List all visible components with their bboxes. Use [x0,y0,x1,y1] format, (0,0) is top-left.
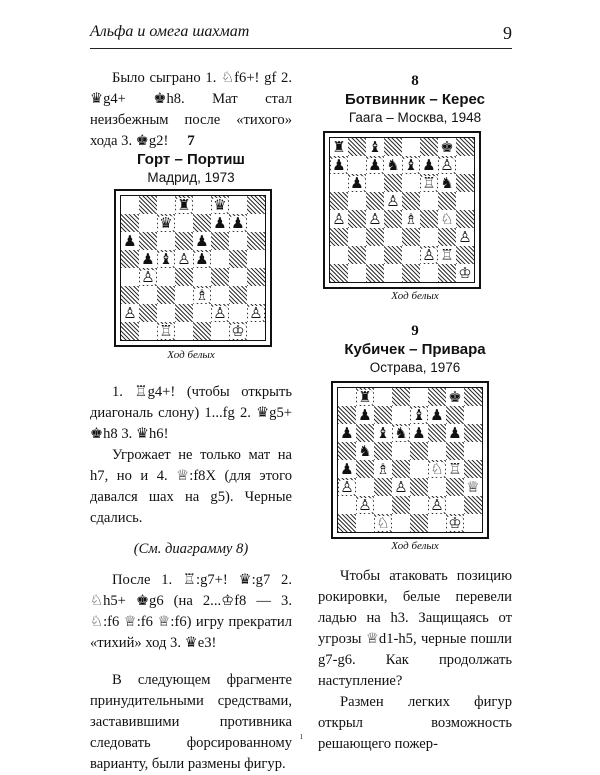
board-square [428,424,446,442]
board-square [464,442,482,460]
diagram9-caption: Ход белых [391,540,439,552]
chess-piece: ♟ [231,213,245,232]
board-square [193,214,211,232]
board-square [247,232,265,250]
diagram8-caption-wrap [318,289,512,303]
chess-piece: ♛ [159,213,173,232]
chess-piece: ♟ [340,423,354,442]
board-square [464,406,482,424]
board-square [330,174,348,192]
chess-piece: ♖ [422,173,436,192]
chess-piece: ♗ [404,209,418,228]
intro-paragraph: Было сыграно 1. ♘f6+! gf 2. ♛g4+ ♚h8. Мат стал неизбежным после «тихого» хода 3. ♚g2! [90,70,292,149]
board-square [157,304,175,322]
chess-piece: ♞ [440,173,454,192]
chess-piece: ♘ [440,209,454,228]
board-square [139,232,157,250]
board-square [330,264,348,282]
board-square [402,138,420,156]
board-square [139,304,157,322]
board-square [348,210,366,228]
diagram7-place: Мадрид, 1973 [147,170,235,185]
board-square [193,322,211,340]
diagram7-number: 7 [187,133,195,149]
board-square [139,214,157,232]
chess-piece: ♝ [159,249,173,268]
board-square [157,232,175,250]
chess-piece: ♝ [368,137,382,156]
chess-piece: ♟ [448,423,462,442]
chess-piece: ♕ [466,477,480,496]
chess-piece: ♙ [340,477,354,496]
chess-piece: ♖ [448,459,462,478]
book-title: Альфа и омега шахмат [90,23,250,40]
chess-piece: ♞ [394,423,408,442]
chess-piece: ♟ [123,231,137,250]
chess-piece: ♖ [440,245,454,264]
board-square [392,514,410,532]
board-square [356,460,374,478]
diagram9-place: Острава, 1976 [369,360,461,375]
board-square [392,388,410,406]
chess-piece: ♙ [440,155,454,174]
chess-piece: ♔ [458,263,472,282]
board-square [139,322,157,340]
board-square [247,196,265,214]
board-square [338,388,356,406]
board-square [420,210,438,228]
board-square [438,264,456,282]
board-square [420,138,438,156]
board-square [374,442,392,460]
board-square [193,304,211,322]
chess-piece: ♙ [386,191,400,210]
board-square [428,514,446,532]
board-square [330,228,348,246]
chess-piece: ♙ [177,249,191,268]
board-square [464,496,482,514]
page-number: 9 [503,23,512,43]
board-square [175,304,193,322]
board-square [420,228,438,246]
board-square [348,228,366,246]
board-square [392,442,410,460]
chessboard [337,387,483,533]
chess-piece: ♟ [430,405,444,424]
diagram7-caption: Ход белых [167,349,215,361]
board-square [464,514,482,532]
board-square [402,228,420,246]
board-square [229,286,247,304]
board-square [420,264,438,282]
board-square [348,264,366,282]
diagram9-heading [318,322,512,377]
board-square [330,246,348,264]
left-moves [90,382,292,775]
board-square [456,192,474,210]
chess-piece: ♙ [458,227,472,246]
board-square [139,286,157,304]
board-square [211,322,229,340]
chess-piece: ♟ [368,155,382,174]
closing-paragraph: В следующем фрагменте принудительными средствами, заставившими противника следовать форсированному варианту, были размены фигур. [90,672,292,772]
board-square [247,322,265,340]
moves-paragraph-2: Угрожает не только мат на h7, но и 4. ♕:f8X (для этого давался шах на g5). Черные сдались. [90,447,292,526]
chess-piece: ♟ [340,459,354,478]
board-square [464,388,482,406]
board-square [229,268,247,286]
board-square [247,214,265,232]
board-square [348,156,366,174]
chess-piece: ♗ [376,459,390,478]
board-square [338,514,356,532]
board-square [446,406,464,424]
board-square [175,322,193,340]
board-square [157,196,175,214]
board-square [456,210,474,228]
chess-piece: ♞ [358,441,372,460]
board-square [121,286,139,304]
board-square [348,246,366,264]
board-square [157,268,175,286]
board-square [356,424,374,442]
board-square [366,174,384,192]
board-square [229,250,247,268]
chess-piece: ♙ [358,495,372,514]
board-square [438,228,456,246]
board-square [384,228,402,246]
header-rule [90,48,512,49]
board-square [338,406,356,424]
board-square [402,264,420,282]
chess-piece: ♙ [430,495,444,514]
chess-piece: ♟ [422,155,436,174]
board-square [374,496,392,514]
board-square [384,174,402,192]
board-square [338,496,356,514]
chess-piece: ♛ [213,195,227,214]
board-square [410,388,428,406]
chessboard [120,195,266,341]
chess-piece: ♙ [368,209,382,228]
board-square [175,232,193,250]
right-text [318,566,512,755]
chess-piece: ♟ [195,249,209,268]
chess-piece: ♟ [332,155,346,174]
chess-piece: ♜ [358,387,372,406]
right-paragraph-2: Размен легких фигур открыл возможность решающего пожер- [318,694,512,752]
board-square [420,192,438,210]
board-square [384,138,402,156]
chess-piece: ♝ [412,405,426,424]
chess-piece: ♟ [141,249,155,268]
board-square [446,496,464,514]
board-square [402,246,420,264]
board-square [428,442,446,460]
board-square [229,304,247,322]
board-square [121,322,139,340]
chess-piece: ♞ [386,155,400,174]
board-square [366,192,384,210]
chess-piece: ♙ [141,267,155,286]
chess-piece: ♟ [412,423,426,442]
board-square [139,196,157,214]
footer-mark: ı [300,731,303,742]
board-square [356,478,374,496]
board-square [402,192,420,210]
board-square [428,478,446,496]
board-square [366,264,384,282]
board-square [428,388,446,406]
board-square [338,442,356,460]
board-square [211,268,229,286]
diagram9-number: 9 [411,323,419,339]
board-square [456,246,474,264]
board-square [446,442,464,460]
chess-piece: ♔ [448,513,462,532]
board-square [193,268,211,286]
diagram8-number: 8 [411,73,419,89]
see-diagram-note: (См. диаграмму 8) [133,541,249,557]
board-square [175,286,193,304]
chess-piece: ♜ [332,137,346,156]
board-square [175,268,193,286]
board-square [374,406,392,424]
board-square [410,478,428,496]
board-square [392,496,410,514]
chess-piece: ♟ [350,173,364,192]
board-square [392,460,410,478]
chess-piece: ♟ [358,405,372,424]
board-square [456,138,474,156]
board-square [348,138,366,156]
chess-piece: ♔ [231,321,245,340]
board-square [157,286,175,304]
chessboard [329,137,475,283]
board-square [374,388,392,406]
board-square [384,246,402,264]
diagram8-players: Ботвинник – Керес [344,91,486,108]
board-square [121,268,139,286]
board-square [410,514,428,532]
chess-piece: ♙ [249,303,263,322]
running-head [90,23,512,49]
board-square [211,286,229,304]
board-square [366,246,384,264]
board-square [247,286,265,304]
board-square [410,442,428,460]
board-square [356,514,374,532]
board-square [229,196,247,214]
moves-paragraph-3: После 1. ♖:g7+! ♛:g7 2. ♘h5+ ♚g6 (на 2...♔f8 — 3. ♘:f6 ♕:f6 ♕:f6) игру прекратил «тихий» ход 3. ♛e3! [90,572,292,651]
diagram9-players: Кубичек – Привара [344,341,486,358]
diagram8-caption: Ход белых [391,290,439,302]
chess-piece: ♗ [195,285,209,304]
chess-piece: ♚ [448,387,462,406]
board-square [247,268,265,286]
board-square [456,174,474,192]
board-square [330,192,348,210]
chess-piece: ♟ [195,231,209,250]
board-square [121,214,139,232]
chess-piece: ♚ [440,137,454,156]
diagram9-caption-wrap [318,539,512,553]
diagram7-board [114,189,272,347]
chess-piece: ♙ [332,209,346,228]
diagram9-board [331,381,489,539]
board-square [384,264,402,282]
board-square [402,174,420,192]
board-square [211,250,229,268]
chess-piece: ♟ [213,213,227,232]
chess-piece: ♝ [404,155,418,174]
board-square [121,250,139,268]
chess-piece: ♙ [422,245,436,264]
chess-piece: ♙ [123,303,137,322]
diagram7-players: Горт – Портиш [137,151,245,168]
diagram7-heading [90,132,292,187]
board-square [410,460,428,478]
chess-piece: ♘ [430,459,444,478]
right-paragraph-1: Чтобы атаковать позицию рокировки, белые перевели ладью на h3. Защищаясь от угрозы ♕d1-h5, черные пошли g7-g6. Как продолжать наступление? [318,568,512,689]
board-square [464,460,482,478]
diagram7-caption-wrap [90,348,292,362]
board-square [392,406,410,424]
board-square [374,478,392,496]
chess-piece: ♝ [376,423,390,442]
diagram8-place: Гаага – Москва, 1948 [348,110,482,125]
board-square [175,214,193,232]
diagram8-heading [318,72,512,127]
chess-piece: ♙ [394,477,408,496]
board-square [193,196,211,214]
board-square [464,424,482,442]
chess-piece: ♙ [213,303,227,322]
chess-piece: ♜ [177,195,191,214]
board-square [438,192,456,210]
chess-piece: ♘ [376,513,390,532]
board-square [384,210,402,228]
board-square [446,478,464,496]
board-square [348,192,366,210]
board-square [410,496,428,514]
board-square [211,232,229,250]
board-square [121,196,139,214]
diagram8-board [323,131,481,289]
board-square [366,228,384,246]
moves-paragraph-1: 1. ♖g4+! (чтобы открыть диагональ слону) 1...fg 2. ♛g5+ ♚h8 3. ♛h6! [90,384,292,442]
board-square [229,232,247,250]
board-square [247,250,265,268]
board-square [456,156,474,174]
chess-piece: ♖ [159,321,173,340]
